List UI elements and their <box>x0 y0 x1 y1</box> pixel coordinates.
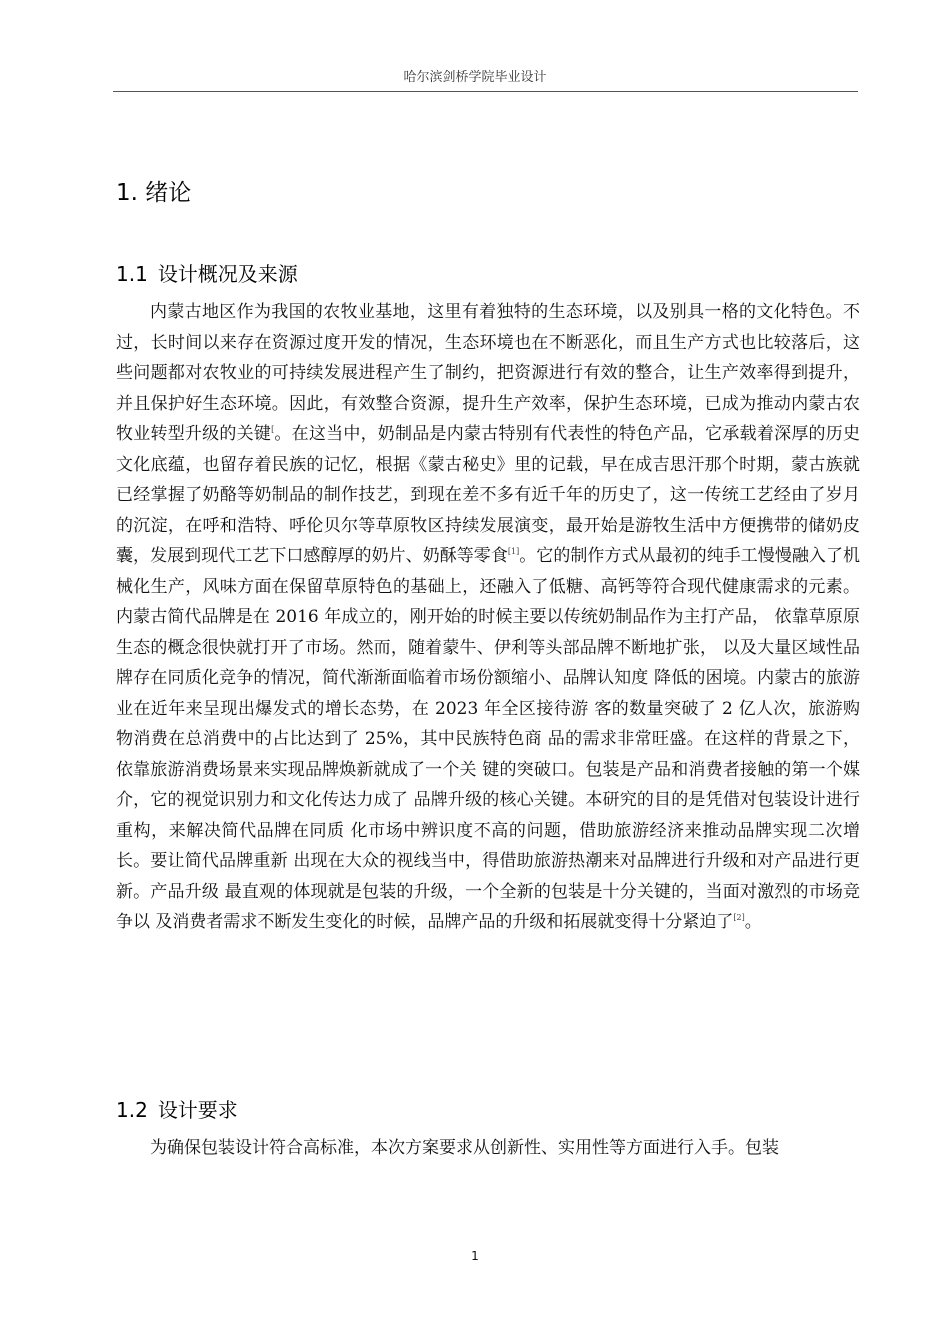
header-divider <box>113 91 858 92</box>
running-header: 哈尔滨剑桥学院毕业设计 <box>403 70 547 85</box>
section-number: 1.2 <box>116 1098 148 1122</box>
section-number: 1.1 <box>116 262 148 286</box>
body-text: 为确保包装设计符合高标准，本次方案要求从创新性、实用性等方面进行入手。包装 <box>150 1138 779 1158</box>
body-text: 。在这当中，奶制品是内蒙古特别有代表性的特色产品，它承载着深厚的历史文化底蕴，也留存着民族的记忆，根据《蒙古秘史》里的记载，早在成吉思汗那个时期，蒙古族就已经掌握了奶酪等奶制品的制作技艺，到现在差不多有近千年的历史了，这一传统工艺经由了岁月的沉淀，在呼和浩特、呼伦贝尔等草原牧区持续发展演变，最开始是游牧生活中方便携带的储奶皮囊，发展到现代工艺下口感醇厚的奶片、奶酥等零食 <box>116 424 861 566</box>
citation-ref-1: [1] <box>507 547 520 556</box>
citation-ref-2: [2] <box>733 913 745 922</box>
section-heading-1-1 <box>116 258 298 287</box>
body-text: 。 <box>744 912 762 932</box>
citation-mark: [ <box>271 425 275 434</box>
section-heading-1-2 <box>116 1094 238 1123</box>
section-paragraph-1-1 <box>116 297 860 938</box>
body-text: 内蒙古地区作为我国的农牧业基地，这里有着独特的生态环境，以及别具一格的文化特色。不过，长时间以来存在资源过度开发的情况，生态环境也在不断恶化，而且生产方式也比较落后，这些问题都对农牧业的可持续发展进程产生了制约，把资源进行有效的整合，让生产效率得到提升，并且保护好生态环境。因此，有效整合资源，提升生产效率，保护生态环境，已成为推动内蒙古农牧业转型升级的关键 <box>116 302 860 444</box>
page-number: 1 <box>471 1249 479 1263</box>
section-title: 设计要求 <box>157 1098 238 1122</box>
section-title: 设计概况及来源 <box>157 262 298 286</box>
body-text: 。它的制作方式从最初的纯手工慢慢融入了机械化生产，风味方面在保留草原特色的基础上，还融入了低糖、高钙等符合现代健康需求的元素。内蒙古简代品牌是在 2016 年成立的，刚开始的时候主要以传统奶制品作为主打产品， 依靠草原原生态的概念很快就打开了市场。然而，随着蒙牛、伊利等头部品牌不断地扩张， 以及大量区域性品牌存在同质化竞争的情况，简代渐渐面临着市场份额缩小、品牌认知度 降低的困境。内蒙古的旅游业在近年来呈现出爆发式的增长态势，在 2023 年全区接待游 客的数量突破了 2 亿人次，旅游购物消费在总消费中的占比达到了 25%，其中民族特色商 品的需求非常旺盛。在这样的背景之下，依靠旅游消费场景来实现品牌焕新就成了一个关 键的突破口。包装是产品和消费者接触的第一个媒介，它的视觉识别力和文化传达力成了 品牌升级的核心关键。本研究的目的是凭借对包装设计进行重构，来解决简代品牌在同质 化市场中辨识度不高的问题，借助旅游经济来推动品牌实现二次增长。要让简代品牌重新 出现在大众的视线当中，得借助旅游热潮来对品牌进行升级和对产品进行更新。产品升级 最直观的体现就是包装的升级，一个全新的包装是十分关键的，当面对激烈的市场竞争以 及消费者需求不断发生变化的时候，品牌产品的升级和拓展就变得十分紧迫了 <box>116 546 861 932</box>
section-paragraph-1-2 <box>116 1133 860 1164</box>
chapter-title: 1. 绪论 <box>116 180 192 206</box>
